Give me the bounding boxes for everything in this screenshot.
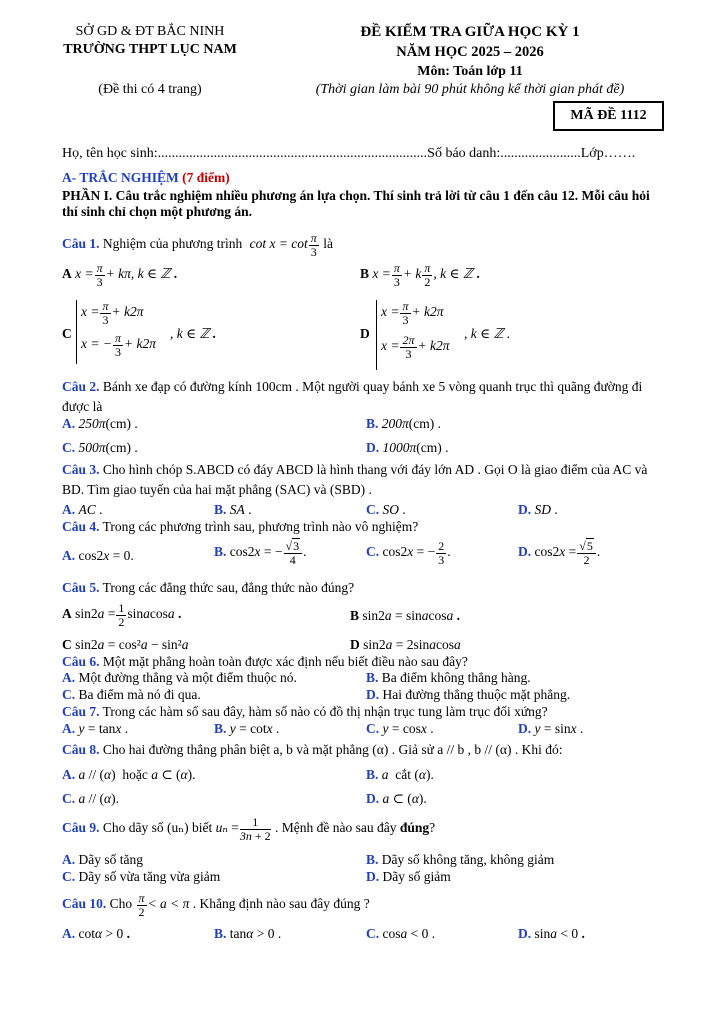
q9-label: Câu 9.	[62, 820, 100, 836]
q2-text: Bánh xe đạp có đường kính 100cm . Một người quay bánh xe 5 vòng quanh trục thì quãng đường đi được là	[62, 379, 643, 414]
q7-text: Trong các hàm số sau đây, hàm số nào có đồ thị nhận trục tung làm trục đối xứng?	[102, 704, 548, 719]
option-letter: B	[360, 266, 370, 282]
q3-label: Câu 3.	[62, 462, 100, 477]
option-letter: D	[360, 326, 370, 341]
q4-option-a[interactable]: A. cos2x = 0.	[62, 548, 134, 563]
q6-option-c[interactable]: C. Ba điểm mà nó đi qua.	[62, 687, 201, 702]
q6-text: Một mặt phẳng hoàn toàn được xác định nếu biết điều nào sau đây?	[102, 654, 468, 669]
exam-code: MÃ ĐỀ 1112	[553, 101, 664, 131]
q3-option-c[interactable]: C. SO .	[366, 502, 406, 517]
dept-name: SỞ GD & ĐT BẮC NINH	[75, 24, 225, 39]
q10-option-a[interactable]: A. cotα > 0 .	[62, 926, 130, 941]
q5-option-d[interactable]: D sin2a = 2sinacosa	[350, 637, 461, 652]
q8-option-c[interactable]: C. a // (α).	[62, 791, 119, 806]
section-label: A- TRẮC NGHIỆM	[62, 170, 179, 185]
option-letter: A	[62, 266, 72, 282]
q1-option-b[interactable]: B x = $\frac{\pi}{3}$ + k $\frac{\pi}{2}$ , k ∈ ℤ .	[360, 261, 480, 289]
q8-text: Cho hai đường thẳng phân biệt a, b và mặt phẳng (α) . Giả sử a // b , b // (α) . Khi đó:	[102, 742, 563, 757]
q4-text: Trong các phương trình sau, phương trình nào vô nghiệm?	[102, 519, 419, 534]
q1-end: là	[323, 236, 333, 252]
q8-option-a[interactable]: A. a // (α) hoặc a ⊂ (α).	[62, 767, 196, 782]
part1-instructions: PHẦN I. Câu trắc nghiệm nhiều phương án lựa chọn. Thí sinh trả lời từ câu 1 đến câu 12. Mỗi câu hỏi thí sinh chỉ chọn một phương án.	[62, 188, 650, 219]
q9-option-c[interactable]: C. Dãy số vừa tăng vừa giảm	[62, 869, 221, 884]
q2-option-a[interactable]: A. 250π(cm) .	[62, 416, 138, 431]
q8-option-d[interactable]: D. a ⊂ (α).	[366, 791, 427, 806]
q1-option-a[interactable]: A x = $\frac{\pi}{3}$ + kπ, k ∈ ℤ .	[62, 261, 178, 289]
q1-text: Nghiệm của phương trình	[102, 236, 243, 252]
question-2	[62, 377, 666, 417]
q9-text: Cho dãy số (uₙ) biết	[102, 820, 213, 836]
q2-option-d[interactable]: D. 1000π(cm) .	[366, 440, 449, 455]
question-1: Câu 1. Nghiệm của phương trình cot x = cot $\frac{\pi}{3}$ là	[62, 231, 333, 259]
q9-option-a[interactable]: A. Dãy số tăng	[62, 852, 143, 867]
q6-label: Câu 6.	[62, 654, 100, 669]
q7-label: Câu 7.	[62, 704, 100, 719]
student-info-line: Họ, tên học sinh:.............................................................................Số báo danh:.......................Lớp…….	[62, 146, 636, 161]
q5-option-b[interactable]: B sin2a = sinacosa .	[350, 608, 461, 623]
q10-label: Câu 10.	[62, 896, 107, 912]
q9-option-b[interactable]: B. Dãy số không tăng, không giảm	[366, 852, 555, 867]
q5-option-a[interactable]: A sin2a = $\frac{1}{2}$ sinacosa .	[62, 601, 182, 629]
q5-text: Trong các đẳng thức sau, đẳng thức nào đúng?	[102, 580, 355, 595]
q5-option-c[interactable]: C sin2a = cos²a − sin²a	[62, 637, 189, 652]
section-title	[62, 170, 230, 186]
q2-label: Câu 2.	[62, 379, 100, 394]
q2-option-c[interactable]: C. 500π(cm) .	[62, 440, 138, 455]
question-3	[62, 460, 668, 500]
q4-option-c[interactable]: C. cos2x = − $\frac{2}{3}$ .	[366, 539, 451, 567]
q3-option-b[interactable]: B. SA .	[214, 502, 252, 517]
q4-option-b[interactable]: B. cos2x = − $\frac{√3}{4}$ .	[214, 539, 307, 567]
time-note: (Thời gian làm bài 90 phút không kể thời gian phát đề)	[315, 82, 625, 97]
question-9: Câu 9. Cho dãy số (uₙ) biết uₙ = $\frac{1}{3n + 2}$ . Mệnh đề nào sau đây đúng?	[62, 815, 436, 843]
question-5	[62, 580, 354, 596]
q7-option-a[interactable]: A. y = tanx .	[62, 721, 129, 736]
question-4	[62, 519, 418, 535]
question-10: Câu 10. Cho $\frac{\pi}{2}$ < a < π . Khẳng định nào sau đây đúng ?	[62, 891, 370, 919]
q3-option-a[interactable]: A. AC .	[62, 502, 103, 517]
q3-text: Cho hình chóp S.ABCD có đáy ABCD là hình thang với đáy lớn AD . Gọi O là giao điểm của AC và BD. Tìm giao tuyến của hai mặt phẳng (SAC) và (SBD) .	[62, 462, 648, 497]
q7-option-b[interactable]: B. y = cotx .	[214, 721, 280, 736]
q10-option-d[interactable]: D. sina < 0 .	[518, 926, 585, 941]
page-count: (Đề thi có 4 trang)	[98, 82, 202, 97]
q7-option-d[interactable]: D. y = sinx .	[518, 721, 584, 736]
q9-option-d[interactable]: D. Dãy số giảm	[366, 869, 451, 884]
q6-option-a[interactable]: A. Một đường thẳng và một điểm thuộc nó.	[62, 670, 297, 685]
q4-label: Câu 4.	[62, 519, 100, 534]
q4-option-d[interactable]: D. cos2x = $\frac{√5}{2}$ .	[518, 539, 601, 567]
q10-option-c[interactable]: C. cosa < 0 .	[366, 926, 436, 941]
q8-option-b[interactable]: B. a cắt (α).	[366, 767, 434, 782]
q6-option-d[interactable]: D. Hai đường thẳng thuộc mặt phẳng.	[366, 687, 571, 702]
exam-year: NĂM HỌC 2025 – 2026	[396, 44, 544, 60]
question-8	[62, 742, 562, 758]
q10-option-b[interactable]: B. tanα > 0 .	[214, 926, 282, 941]
q3-option-d[interactable]: D. SD .	[518, 502, 558, 517]
q7-option-c[interactable]: C. y = cosx .	[366, 721, 434, 736]
q1-label: Câu 1.	[62, 236, 100, 252]
section-points: (7 điểm)	[182, 170, 230, 185]
exam-title: ĐỀ KIỂM TRA GIỮA HỌC KỲ 1	[360, 24, 580, 40]
question-6	[62, 654, 468, 670]
q5-label: Câu 5.	[62, 580, 100, 595]
option-letter: C	[62, 326, 72, 341]
subject: Môn: Toán lớp 11	[417, 64, 523, 79]
q6-option-b[interactable]: B. Ba điểm không thẳng hàng.	[366, 670, 531, 685]
school-name: TRƯỜNG THPT LỤC NAM	[63, 42, 237, 57]
q8-label: Câu 8.	[62, 742, 100, 757]
q2-option-b[interactable]: B. 200π(cm) .	[366, 416, 442, 431]
question-7	[62, 704, 548, 720]
